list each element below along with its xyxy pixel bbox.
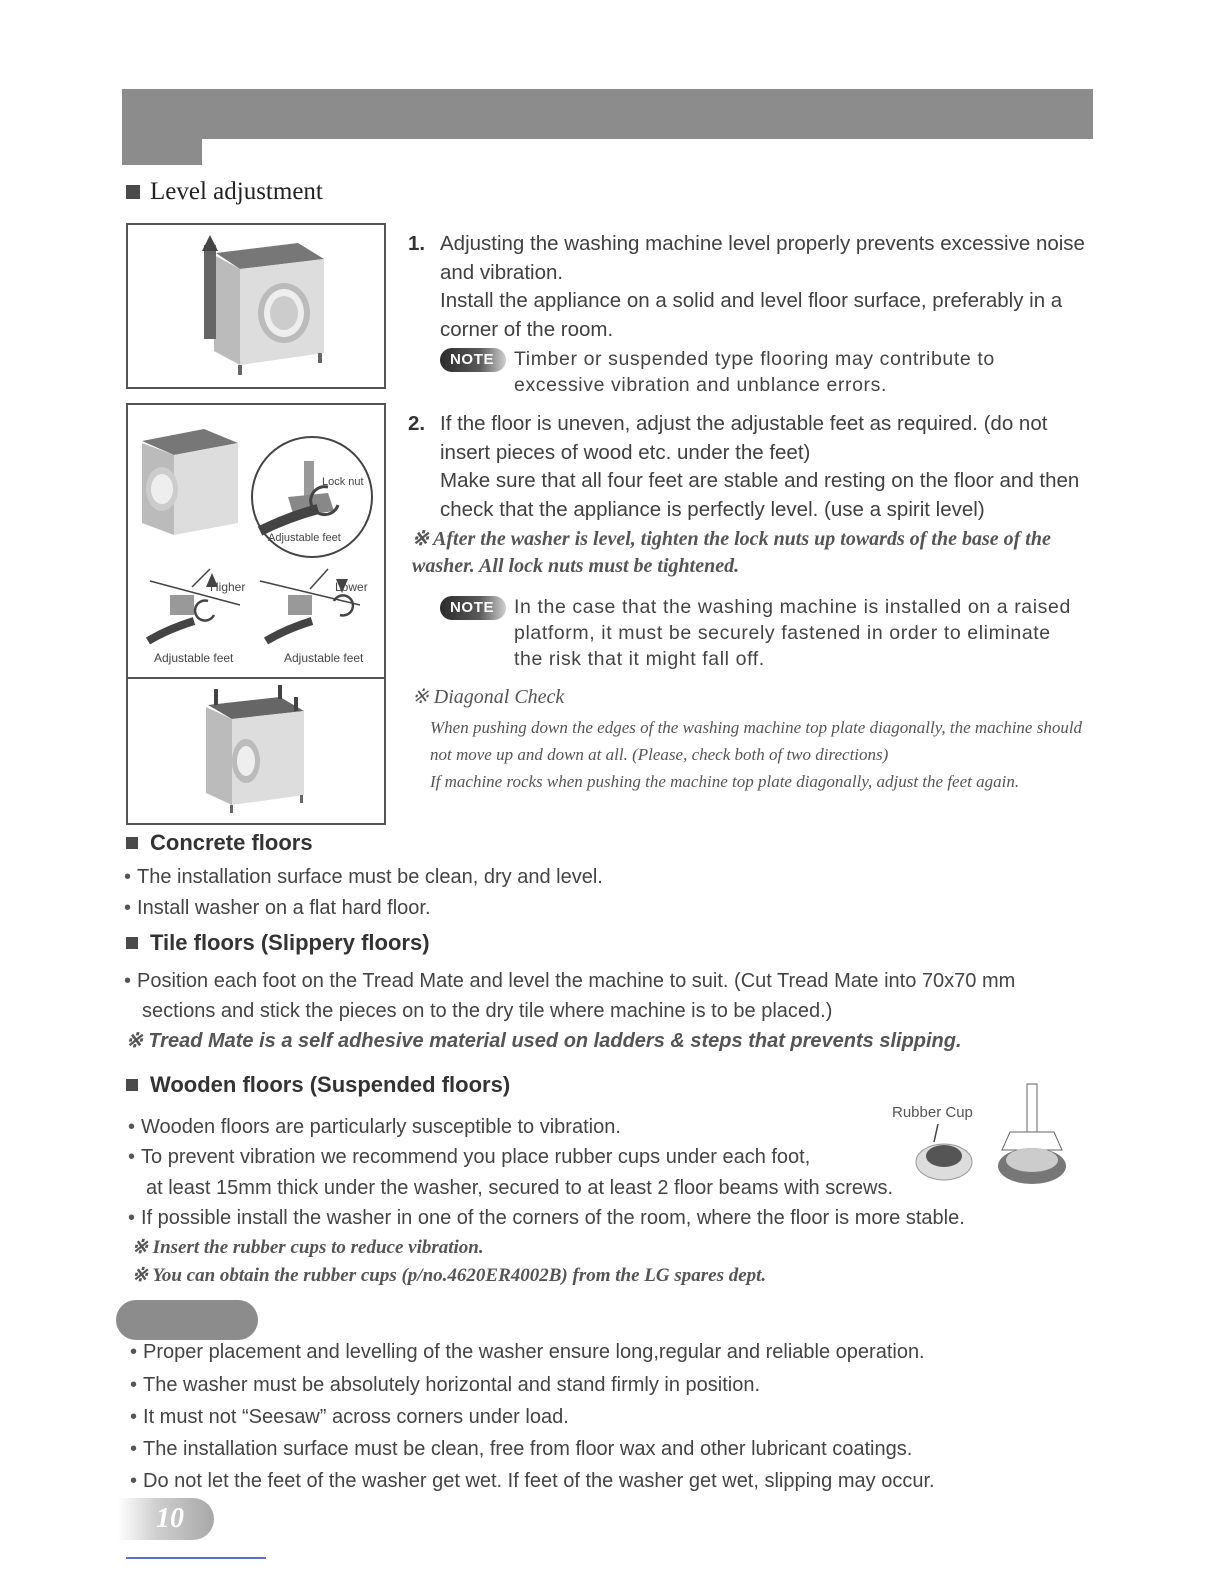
concrete-bullet-2: • Install washer on a flat hard floor. <box>124 893 431 923</box>
caution-label-pill <box>116 1300 258 1340</box>
note-1-text: Timber or suspended type flooring may contribute to excessive vibration and unblance errors. <box>514 348 995 396</box>
step-1-line-1: Adjusting the washing machine level properly prevents excessive noise and vibration. <box>440 232 1085 284</box>
illustration-adjustable-feet <box>126 403 386 679</box>
label-adjustable-feet-right: Adjustable feet <box>284 651 364 665</box>
header-tab <box>122 139 202 165</box>
step-2-line-1: If the floor is uneven, adjust the adjustable feet as required. (do not insert pieces of wood etc. under the feet) <box>440 412 1048 464</box>
note-badge-icon: NOTE <box>440 348 506 372</box>
section-title <box>126 178 323 206</box>
square-bullet-icon <box>126 937 138 949</box>
step-2 <box>408 410 1100 524</box>
wooden-bullet-3: • If possible install the washer in one of the corners of the room, where the floor is more stable. <box>128 1203 965 1233</box>
warning-lock-nuts: ※ After the washer is level, tighten the lock nuts up towards of the base of the washer. All lock nuts must be tightened. <box>412 528 1051 577</box>
diagonal-line-2: If machine rocks when pushing the machine top plate diagonally, adjust the feet again. <box>430 772 1020 791</box>
note-2-text: In the case that the washing machine is installed on a raised platform, it must be securely fastened in order to eliminate the risk that it might fall off. <box>514 596 1071 670</box>
concrete-floors-title <box>126 830 313 856</box>
caution-bullet-3: • It must not “Seesaw” across corners under load. <box>130 1402 569 1432</box>
wooden-bullet-2: • To prevent vibration we recommend you place rubber cups under each foot, <box>128 1142 810 1172</box>
label-lower: Lower <box>335 580 368 594</box>
wooden-bullet-2-cont: at least 15mm thick under the washer, secured to at least 2 floor beams with screws. <box>146 1177 894 1199</box>
step-1 <box>408 230 1100 344</box>
tile-floors-title-text: Tile floors (Slippery floors) <box>150 930 430 955</box>
tile-bullet-1: • Position each foot on the Tread Mate and level the machine to suit. (Cut Tread Mate into 70x70 mm <box>124 966 1015 996</box>
step-1-number: 1. <box>408 232 426 255</box>
rubber-cup-icon <box>910 1080 1080 1190</box>
page-number: 10 <box>118 1498 214 1540</box>
step-2-line-2: Make sure that all four feet are stable and resting on the floor and then check that the appliance is perfectly level. (use a spirit level) <box>440 469 1080 521</box>
label-lock-nut: Lock nut <box>322 476 364 488</box>
note-1 <box>440 346 1040 398</box>
note-badge-icon: NOTE <box>440 596 506 620</box>
wooden-warning-1: ※ Insert the rubber cups to reduce vibration. <box>132 1237 484 1258</box>
label-rubber-cup: Rubber Cup <box>892 1104 973 1121</box>
section-title-text: Level adjustment <box>150 178 323 205</box>
label-adjustable-feet-top: Adjustable feet <box>268 532 341 544</box>
tile-bullet-1-cont: sections and stick the pieces on to the dry tile where machine is to be placed.) <box>142 1000 833 1022</box>
label-higher: Higher <box>210 580 246 594</box>
tile-warning: ※ Tread Mate is a self adhesive material used on ladders & steps that prevents slipping. <box>126 1030 962 1052</box>
square-bullet-icon <box>126 837 138 849</box>
concrete-floors-title-text: Concrete floors <box>150 830 313 855</box>
tile-floors-title <box>126 930 430 956</box>
wooden-warning-2: ※ You can obtain the rubber cups (p/no.4620ER4002B) from the LG spares dept. <box>132 1265 767 1286</box>
square-bullet-icon <box>126 1079 138 1091</box>
illustration-diagonal-check <box>126 677 386 825</box>
note-2 <box>440 594 1080 672</box>
caution-bullet-2: • The washer must be absolutely horizontal and stand firmly in position. <box>130 1370 760 1400</box>
header-bar <box>122 89 1093 139</box>
concrete-bullet-1: • The installation surface must be clean, dry and level. <box>124 862 603 892</box>
footer-underline <box>126 1557 266 1559</box>
diagonal-line-1: When pushing down the edges of the washing machine top plate diagonally, the machine should not move up and down at all. (Please, check both of two directions) <box>430 718 1083 764</box>
step-2-number: 2. <box>408 412 426 435</box>
wooden-floors-title <box>126 1072 510 1098</box>
caution-bullet-1: • Proper placement and levelling of the washer ensure long,regular and reliable operation. <box>130 1337 925 1367</box>
label-adjustable-feet-left: Adjustable feet <box>154 651 234 665</box>
caution-bullet-5: • Do not let the feet of the washer get wet. If feet of the washer get wet, slipping may occur. <box>130 1466 935 1496</box>
wooden-bullet-1: • Wooden floors are particularly susceptible to vibration. <box>128 1112 621 1142</box>
diagonal-check-title: ※ Diagonal Check <box>412 686 565 708</box>
step-1-line-2: Install the appliance on a solid and level floor surface, preferably in a corner of the room. <box>440 289 1063 341</box>
illustration-washer-level <box>126 223 386 389</box>
square-bullet-icon <box>126 185 140 199</box>
caution-bullet-4: • The installation surface must be clean, free from floor wax and other lubricant coatings. <box>130 1434 912 1464</box>
wooden-floors-title-text: Wooden floors (Suspended floors) <box>150 1072 511 1097</box>
diagonal-check-text <box>430 714 1090 795</box>
